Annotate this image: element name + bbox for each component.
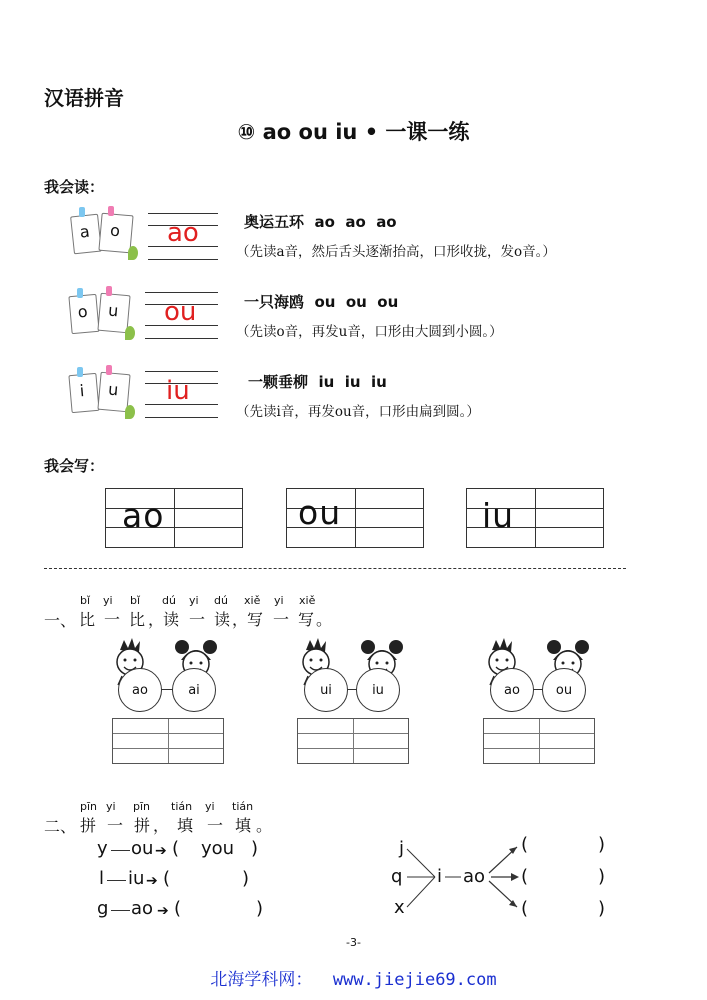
write-letters: ao [122,496,165,535]
pinyin-syllable: yi [274,594,284,607]
paren-close: ) [598,898,606,919]
write-letters: ou [298,493,342,532]
hanzi: 一 [107,816,124,835]
tree-initial: q [391,866,403,887]
pinyin-syllable: yi [103,594,113,607]
read-phrase: 一只海鸥 ou ou ou [244,293,399,311]
hanzi: 填 [235,816,252,835]
read-heading: 我会读： [44,178,105,196]
read-hint: （先读a音，然后舌头逐渐抬高，口形收拢，发o音。） [236,244,556,260]
pair-circle: ao [490,668,534,712]
pinyin-syllable: xiě [244,594,261,607]
paren-open: ( [521,898,529,919]
pinyin-syllable: dú [214,594,228,607]
final-red: ou [164,297,197,327]
arrow-right-icon: ➔ [146,873,158,889]
card-letter: i [78,381,86,401]
hanzi: 。 [316,610,333,629]
leaf-icon [125,405,135,419]
pinyin-syllable: xiě [299,594,316,607]
hanzi: 拼 [134,816,151,835]
writing-grid[interactable] [286,488,424,548]
pair-circle: ou [542,668,586,712]
hanzi: 一 [189,610,206,629]
card-letter: a [78,221,91,242]
paren-open: ( [174,898,182,919]
hanzi: ， [232,610,249,629]
answer-blank[interactable]: you [201,838,235,859]
read-hint: （先读o音，再发u音，口形由大圆到小圆。） [236,324,503,340]
initial: y [97,838,108,859]
card-letter: u [107,379,120,400]
arrow-right-icon: ➔ [155,843,167,859]
pinyin-syllable: bǐ [130,594,141,607]
hanzi: 读 [214,610,231,629]
final: ou [131,838,154,859]
tree-initial: j [399,838,405,859]
paren-close: ) [598,834,606,855]
hanzi: 写 [298,610,315,629]
final: iu [128,868,145,889]
paren-open: ( [163,868,171,889]
pinyin-syllable: yi [189,594,199,607]
pinyin-syllable: bǐ [80,594,91,607]
lesson-title: ⑩ ao ou iu • 一课一练 [237,120,470,144]
paren-close: ) [598,866,606,887]
read-phrase: 一颗垂柳 iu iu iu [248,373,387,391]
leaf-icon [125,326,135,340]
read-hint: （先读i音，再发ou音，口形由扁到圆。） [236,404,480,420]
write-letters: iu [482,496,515,535]
hanzi: 拼 [80,816,97,835]
pair-circle: ai [172,668,216,712]
tree-middle: i [437,866,443,887]
hanzi: 比 [129,610,146,629]
pair-circle: ui [304,668,348,712]
final-red: ao [167,218,199,248]
paren-close: ) [256,898,264,919]
hanzi: 读 [163,610,180,629]
writing-grid[interactable] [466,488,604,548]
final: ao [131,898,154,919]
exercise-number: 一、 [44,611,77,630]
section-divider [44,568,626,569]
pinyin-syllable: pīn [133,800,151,813]
answer-table[interactable] [483,718,595,764]
hanzi: ， [153,816,170,835]
hanzi: 。 [256,816,273,835]
pair-circle: ao [118,668,162,712]
pinyin-syllable: yi [106,800,116,813]
paren-open: ( [521,866,529,887]
final-red: iu [166,376,190,406]
paren-close: ) [251,838,259,859]
hanzi: 写 [247,610,264,629]
answer-table[interactable] [112,718,224,764]
initial: g [97,898,109,919]
pinyin-syllable: yi [205,800,215,813]
hanzi: 比 [79,610,96,629]
card-letter: o [109,220,121,241]
arrow-right-icon: ➔ [157,903,169,919]
tree-initial: x [394,897,405,918]
pinyin-syllable: tián [171,800,193,813]
paren-close: ) [242,868,250,889]
tree-final: ao [463,866,486,887]
write-heading: 我会写： [44,457,105,475]
hanzi: 一 [104,610,121,629]
pinyin-syllable: tián [232,800,254,813]
read-phrase: 奥运五环 ao ao ao [244,213,397,231]
card-letter: o [76,301,89,322]
hanzi: ， [148,610,165,629]
site-footer[interactable]: 北海学科网： www.jiejie69.com [210,970,497,990]
answer-table[interactable] [297,718,409,764]
subject-title: 汉语拼音 [44,86,124,110]
initial: l [99,868,105,889]
hanzi: 一 [207,816,224,835]
hanzi: 一 [273,610,290,629]
writing-grid[interactable] [105,488,243,548]
paren-open: ( [172,838,180,859]
pair-circle: iu [356,668,400,712]
pinyin-syllable: dú [162,594,176,607]
leaf-icon [128,246,138,260]
paren-open: ( [521,834,529,855]
page-number: -3- [346,936,361,949]
hanzi: 填 [177,816,194,835]
card-letter: u [107,300,120,321]
exercise-number: 二、 [44,817,77,836]
pinyin-syllable: pīn [80,800,98,813]
